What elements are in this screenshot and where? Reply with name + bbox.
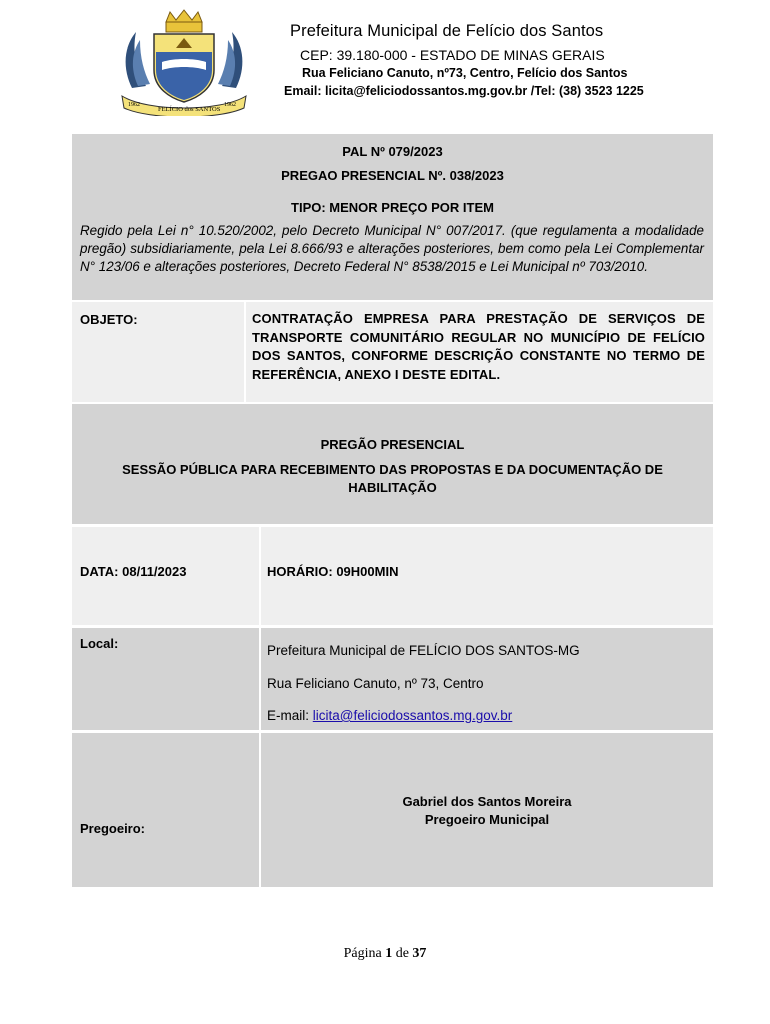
contact-line: Email: licita@feliciodossantos.mg.gov.br /Tel: (38) 3523 1225: [284, 84, 644, 98]
session-subtitle: SESSÃO PÚBLICA PARA RECEBIMENTO DAS PROPOSTAS E DA DOCUMENTAÇÃO DE HABILITAÇÃO: [122, 462, 663, 495]
objeto-text-cell: [246, 302, 713, 402]
pal-number: PAL Nº 079/2023: [342, 144, 443, 159]
crest-year-left: 1962: [128, 102, 140, 108]
local-details-cell: [261, 628, 713, 730]
crest-banner-text: FELÍCIO dos SANTOS: [158, 106, 221, 113]
email-link[interactable]: licita@feliciodossantos.mg.gov.br: [312, 708, 513, 723]
local-email-line: [267, 708, 512, 723]
pregoeiro-name: Gabriel dos Santos Moreira: [402, 794, 572, 809]
pregoeiro-cell: [261, 733, 713, 887]
session-time: HORÁRIO: 09H00MIN: [267, 564, 399, 579]
page-footer: [0, 946, 770, 962]
municipality-title: Prefeitura Municipal de Felício dos Santos: [290, 22, 604, 40]
local-label-cell: [72, 628, 259, 730]
objeto-description: CONTRATAÇÃO EMPRESA PARA PRESTAÇÃO DE SERVIÇOS DE TRANSPORTE COMUNITÁRIO REGULAR NO MUNICÍPIO DE FELÍCIO DOS SANTOS, CONFORME DESCRIÇÃO CONSTANTE NO TERMO DE REFERÊNCIA, ANEXO I DESTE EDITAL.: [252, 311, 705, 382]
legal-basis-text: Regido pela Lei n° 10.520/2002, pelo Decreto Municipal N° 007/2017. (que regulamenta a modalidade pregão) subsidiariamente, pela Lei 8.666/93 e alterações posteriores, bem como pela Lei Complementar N° 123/06 e alterações posteriores, Decreto Federal N° 8538/2015 e Lei Municipal nº 703/2010.: [80, 223, 704, 274]
objeto-label-cell: [72, 302, 244, 402]
date-cell: [72, 527, 259, 625]
letterhead: [0, 0, 770, 125]
local-label: Local:: [80, 636, 119, 651]
session-box: [72, 404, 713, 524]
page-current: 1: [385, 946, 393, 961]
address-line: Rua Feliciano Canuto, nº73, Centro, Felício dos Santos: [302, 66, 628, 80]
session-date: DATA: 08/11/2023: [80, 564, 187, 579]
local-address: Rua Feliciano Canuto, nº 73, Centro: [267, 676, 484, 691]
time-cell: [261, 527, 713, 625]
objeto-label: OBJETO:: [80, 312, 138, 327]
session-title: PREGÃO PRESENCIAL: [320, 437, 465, 452]
page-word: Página: [343, 946, 382, 961]
pregoeiro-role: Pregoeiro Municipal: [424, 812, 550, 827]
tipo-line: TIPO: MENOR PREÇO POR ITEM: [291, 200, 494, 215]
pregao-number: PREGAO PRESENCIAL Nº. 038/2023: [281, 168, 504, 183]
municipal-crest-logo: [118, 8, 250, 116]
cep-line: CEP: 39.180-000 - ESTADO DE MINAS GERAIS: [300, 47, 605, 63]
pregoeiro-label: Pregoeiro:: [80, 821, 146, 836]
pregoeiro-label-cell: [72, 733, 259, 887]
page-total: 37: [412, 946, 427, 961]
of-word: de: [395, 946, 409, 961]
email-prefix: E-mail:: [267, 708, 313, 723]
process-header-box: [72, 134, 713, 300]
crest-year-right: 1962: [224, 102, 236, 108]
local-name: Prefeitura Municipal de FELÍCIO DOS SANTOS-MG: [267, 643, 580, 658]
